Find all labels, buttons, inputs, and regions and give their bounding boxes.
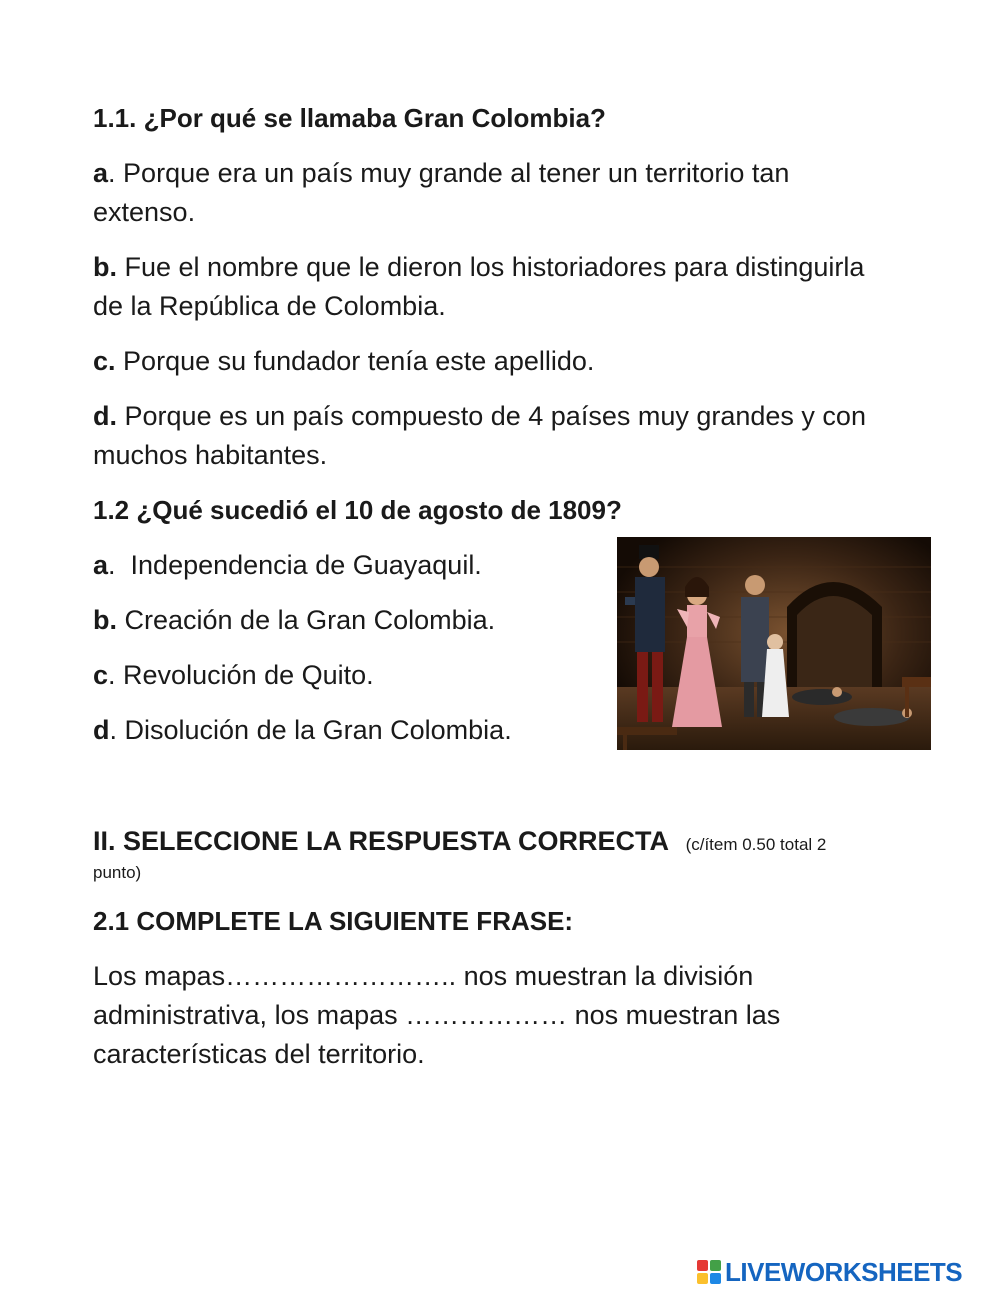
question-1-2-option-b: [93, 601, 495, 640]
option-letter: a: [93, 158, 109, 188]
option-text: . Independencia de Guayaquil.: [108, 550, 482, 580]
option-text: Porque era un país muy grande al tener un territorio tan: [123, 158, 790, 188]
sentence-line-1: Los mapas…………………….. nos muestran la división: [93, 961, 754, 991]
option-text: Porque su fundador tenía este apellido.: [123, 346, 595, 376]
question-1-1-heading: 1.1. ¿Por qué se llamaba Gran Colombia?: [93, 103, 606, 133]
section-2-note: (c/ítem 0.50 total 2: [685, 835, 827, 854]
option-sep: [117, 252, 125, 282]
question-1-1-option-a: [93, 154, 953, 232]
historical-scene-illustration: [617, 537, 931, 750]
option-text-cont: extenso.: [93, 197, 196, 227]
question-1-1-option-b: [93, 248, 953, 326]
option-letter: d.: [93, 401, 117, 431]
question-2-1-heading: 2.1 COMPLETE LA SIGUIENTE FRASE:: [93, 906, 574, 936]
section-2-title: II. SELECCIONE LA RESPUESTA CORRECTA: [93, 826, 669, 856]
option-text: . Disolución de la Gran Colombia.: [109, 715, 512, 745]
question-1-2-heading: 1.2 ¿Qué sucedió el 10 de agosto de 1809?: [93, 495, 622, 525]
logo-text: LIVEWORKSHEETS: [725, 1256, 963, 1287]
question-1-2-option-d: [93, 711, 512, 750]
option-letter: c.: [93, 346, 116, 376]
question-1-2-option-c: [93, 656, 374, 695]
option-letter: a: [93, 550, 109, 580]
sentence-line-3: características del territorio.: [93, 1039, 425, 1069]
question-2-1-sentence: [93, 957, 953, 1074]
option-text: . Revolución de Quito.: [108, 660, 374, 690]
option-text: Porque es un país compuesto de 4 países muy grandes y con: [124, 401, 866, 431]
sentence-line-2: administrativa, los mapas ……………… nos muestran las: [93, 1000, 781, 1030]
option-letter: d: [93, 715, 110, 745]
question-1-1-option-d: [93, 397, 953, 475]
logo-mark-icon: [697, 1260, 721, 1284]
option-sep: [117, 401, 125, 431]
option-letter: c: [93, 660, 109, 690]
option-sep: [116, 346, 124, 376]
section-2-heading: [93, 822, 826, 864]
question-1-2-option-a: [93, 546, 482, 585]
option-text: Fue el nombre que le dieron los historiadores para distinguirla: [124, 252, 865, 282]
section-2-note-cont: punto): [93, 863, 142, 882]
option-text-cont: de la República de Colombia.: [93, 291, 446, 321]
historical-scene-photo: [617, 537, 931, 750]
option-text-cont: muchos habitantes.: [93, 440, 328, 470]
option-sep: .: [108, 158, 124, 188]
liveworksheets-logo: [697, 1252, 962, 1292]
option-text: Creación de la Gran Colombia.: [117, 605, 496, 635]
question-1-1-option-c: [93, 342, 953, 381]
option-letter: b.: [93, 252, 117, 282]
option-letter: b.: [93, 605, 117, 635]
